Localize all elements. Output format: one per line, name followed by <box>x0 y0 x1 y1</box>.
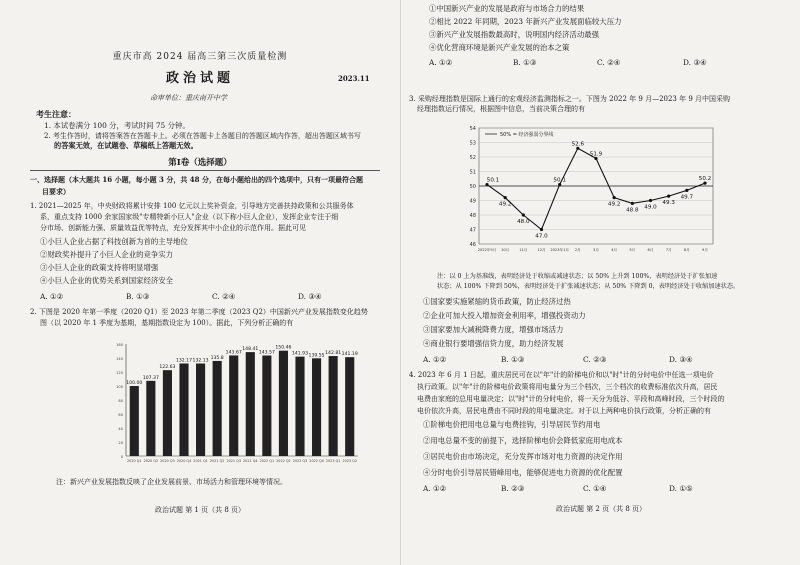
bar-value-label: 132.17 <box>175 358 193 364</box>
x-tick-label: 2023 Q1 <box>325 459 341 463</box>
q1-choice-c: C. ②④ <box>212 292 236 301</box>
q1-choice-a: A. ①② <box>40 292 64 301</box>
q4-choice-c: C. ①④ <box>583 484 607 493</box>
y-tick-label: 100 <box>116 385 123 389</box>
data-point <box>649 199 652 202</box>
data-label: 50.1 <box>486 177 500 184</box>
bar <box>345 357 354 456</box>
q3-option-4: ④商业银行要增强信贷力度，助力经济发展 <box>423 339 564 348</box>
section-heading: 一、选择题（本大题共 16 小题，每小题 3 分，共 48 分，在每小题给出的四个选项中，只有一项最符合题 <box>30 175 363 184</box>
q4-choice-a: A. ①② <box>423 484 447 493</box>
data-label: 49.7 <box>680 194 694 201</box>
x-tick-label: 6月 <box>647 248 654 252</box>
q1-choice-b: B. ①③ <box>126 292 150 301</box>
y-tick-label: 54 <box>469 126 476 132</box>
x-tick-label: 2022 Q1 <box>259 459 275 463</box>
x-tick-label: 9月 <box>702 248 708 252</box>
pmi-series-line <box>487 148 705 229</box>
q2-line-2: 图（以 2020 年 1 季度为基期，基期指数设定为 100）。据此，下列分析正确的有 <box>40 319 294 327</box>
q2-choice-b: B. ①③ <box>513 58 537 67</box>
q4-line-1: 4. 2023 年 6 月 1 日起，重庆居民可在以"年"计的阶梯电价和以"时"计的分时电价中任选一项电价 <box>409 371 714 379</box>
x-tick-label: 2020 Q2 <box>143 459 159 463</box>
bar-value-label: 142.81 <box>325 351 342 357</box>
q2-choice-a: A. ①② <box>429 58 453 67</box>
bar-value-label: 141.19 <box>341 352 358 358</box>
x-tick-label: 2020 Q3 <box>160 459 175 463</box>
x-tick-label: 10月 <box>501 248 510 252</box>
q2-option-2: ②相比 2022 年同期，2023 年新兴产业发展面临较大压力 <box>429 17 622 26</box>
x-tick-label: 2021 Q2 <box>209 459 225 463</box>
legend-label: 50% = 经济强弱分界线 <box>500 132 554 138</box>
x-tick-label: 2023 Q2 <box>342 459 357 463</box>
x-tick-label: 12月 <box>537 248 546 252</box>
page-footer-1: 政治试题 第 1 页（共 8 页） <box>154 506 246 514</box>
data-point <box>522 213 525 216</box>
q4-line-2: 执行政策。以"年"计的阶梯电价政策将用电量分为三个档次，三个档次的收费标准依次升高，居民 <box>417 383 718 391</box>
part-title: 第Ⅰ卷（选择题） <box>168 158 232 168</box>
data-point <box>667 195 670 198</box>
q1-option-2: ②财政奖补提升了小巨人企业的竞争实力 <box>40 250 174 259</box>
bar <box>196 364 205 456</box>
notes-title: 考生注意： <box>36 109 76 119</box>
x-tick-label: 3月 <box>593 248 599 252</box>
bar-value-label: 143.67 <box>225 350 242 356</box>
bar-value-label: 139.55 <box>308 353 325 359</box>
note-2: 2. 考生作答时，请将答案答在答题卡上。必须在答题卡上各题目的答题区域内作答，超出答题区域书写 <box>44 132 361 140</box>
y-tick-label: 20 <box>118 441 123 445</box>
bar <box>179 363 188 456</box>
q3-option-1: ①国家要实施紧缩的货币政策，防止经济过热 <box>423 297 571 306</box>
x-tick-label: 2020 Q4 <box>176 459 192 463</box>
x-tick-label: 2021 Q3 <box>226 459 241 463</box>
q1-option-3: ③小巨人企业的政策支持将明显增强 <box>40 263 159 272</box>
q1-line-3: 分市场、创新能力强、质量效益优等特点，充分发挥其中小企业的示范作用。据此可见 <box>40 224 306 232</box>
q3-choice-a: A. ①② <box>423 355 447 364</box>
bar <box>246 352 255 456</box>
x-tick-label: 2021 Q1 <box>193 459 208 463</box>
section-heading-2: 目要求） <box>42 187 70 196</box>
y-tick-label: 48 <box>469 213 476 219</box>
q4-option-4: ④分时电价引导居民错峰用电，能够促进电力资源的优化配置 <box>423 468 623 477</box>
y-tick-label: 60 <box>118 413 123 417</box>
y-tick-label: 47 <box>469 227 476 234</box>
q4-line-4: 电价依次升高，居民电费由不同时段的用电量决定。对于以上两种电价执行政策，分析正确的有 <box>417 407 711 415</box>
q3-line-1: 3. 采购经理指数是国际上通行的宏观经济监测指标之一。下图为 2022 年 9 月—2023 年 9 月中国采购 <box>409 95 731 103</box>
subject-title: 政治试题 <box>165 71 234 86</box>
y-tick-label: 50 <box>469 184 476 190</box>
q2-choice-c: C. ②④ <box>597 58 621 67</box>
y-tick-label: 140 <box>116 357 123 361</box>
x-tick-label: 11月 <box>519 248 528 252</box>
q4-line-3: 电费由家庭的总用电量决定；以"时"计的分时电价，将一天分为低谷、平段和高峰时段，三个时段的 <box>417 395 725 403</box>
y-tick-label: 49 <box>469 198 476 205</box>
bar-value-label: 135.8 <box>210 355 224 361</box>
y-tick-label: 80 <box>118 399 123 403</box>
q3-note-1: 注：以 0 上为基准线，表明经济处于收缩或减速状态；以 50% 上升到 100%，表明经济处于扩张加速 <box>437 273 718 280</box>
bar <box>329 356 338 456</box>
q4-choice-b: B. ②③ <box>501 484 525 493</box>
bar-value-label: 148.41 <box>242 347 259 353</box>
data-label: 49.3 <box>662 200 675 207</box>
bar-value-label: 132.13 <box>192 358 209 364</box>
bar <box>163 370 172 456</box>
data-label: 47.0 <box>535 233 548 240</box>
pmi-line-chart <box>461 118 721 260</box>
data-point <box>631 202 634 205</box>
exam-date: 2023.11 <box>338 74 370 83</box>
data-point <box>685 189 688 192</box>
x-tick-label: 7月 <box>665 248 672 252</box>
data-label: 50.2 <box>698 176 712 183</box>
x-tick-label: 4月 <box>611 248 618 252</box>
bar <box>279 351 288 456</box>
bar <box>146 381 155 456</box>
data-label: 49.2 <box>607 201 621 208</box>
bar <box>213 361 222 456</box>
q3-option-3: ③国家要加大减税降费力度，增强市场活力 <box>423 325 564 334</box>
bar <box>262 356 271 456</box>
bar-value-label: 122.63 <box>159 365 176 371</box>
y-tick-label: 0 <box>120 455 123 459</box>
q2-line-1: 2. 下图是 2020 年第一季度（2020 Q1）至 2023 年第二季度（2023 Q2）中国新兴产业发展指数变化趋势 <box>30 308 368 316</box>
x-tick-label: 8月 <box>683 248 690 252</box>
page-footer-2: 政治试题 第 2 页（共 8 页） <box>555 505 647 513</box>
note-1: 1. 本试卷满分 100 分，考试时间 75 分钟。 <box>44 121 190 130</box>
q1-option-4: ④小巨人企业的优势关系到国家经济安全 <box>40 276 174 285</box>
note-2b: 的答案无效，在试题卷、草稿纸上答题无效。 <box>54 141 198 150</box>
q3-note-2: 状态；从 100% 下降到 50%，表明经济处于扩张减速状态；从 50% 下降到 0，表明经济处于收缩加速状态。 <box>437 283 740 290</box>
q2-choice-d: D. ③④ <box>683 58 707 67</box>
q2-option-3: ③新兴产业发展指数最高时，说明国内经济活动最强 <box>429 30 599 39</box>
bar-value-label: 107.37 <box>142 375 159 381</box>
data-label: 51.9 <box>589 151 603 158</box>
data-label: 48.0 <box>517 219 530 225</box>
q2-option-1: ①中国新兴产业的发展是政府与市场合力的结果 <box>429 4 585 13</box>
q2-option-4: ④优化营商环境是新兴产业发展的治本之策 <box>429 43 570 52</box>
bar-value-label: 143.57 <box>258 350 275 356</box>
q1-option-1: ①小巨人企业占据了科技创新为首的主导地位 <box>40 237 188 246</box>
bar-value-label: 150.46 <box>275 345 292 351</box>
emerging-industry-index-chart <box>96 334 366 472</box>
data-point <box>613 196 616 199</box>
q4-option-3: ③居民电价由市场决定，充分发挥市场对电力资源的决定作用 <box>423 452 623 461</box>
y-tick-label: 51 <box>469 169 476 176</box>
x-tick-label: 2020 Q1 <box>127 459 142 463</box>
school-title: 重庆市高 2024 届高三第三次质量检测 <box>112 52 288 62</box>
y-tick-label: 120 <box>116 371 123 375</box>
y-tick-label: 46 <box>469 242 476 248</box>
q1-line-1: 1. 2021—2025 年，中央财政将累计安排 100 亿元以上奖补资金，引导地方完善扶持政策和公共服务体 <box>30 202 354 210</box>
x-tick-label: 5月 <box>629 248 636 252</box>
setter-line: 命审单位：重庆南开中学 <box>150 94 227 102</box>
q4-option-1: ①阶梯电价把用电总量与电费挂钩，引导居民节约用电 <box>423 420 601 429</box>
q3-choice-d: D. ③④ <box>669 355 693 364</box>
q4-option-2: ②用电总量不变的前提下，选择阶梯电价会降低家庭用电成本 <box>423 436 623 445</box>
q3-option-2: ②企业可加大投入增加资金利用率，增强投资动力 <box>423 311 586 320</box>
q3-line-2: 经理指数运行情况，根据图中信息，当前决策合理的有 <box>417 105 585 113</box>
x-tick-label: 2022 Q3 <box>292 459 308 463</box>
bar <box>312 358 321 456</box>
bar <box>130 386 139 456</box>
q2-footnote: 注：新兴产业发展指数反映了企业发展前景、市场活力和管理环境等情况。 <box>56 478 287 486</box>
q3-choice-c: C. ②③ <box>583 355 607 364</box>
divider <box>30 170 380 171</box>
data-label: 49.2 <box>498 201 512 208</box>
bar <box>295 357 304 456</box>
q3-choice-b: B. ①③ <box>501 355 525 364</box>
y-tick-label: 52 <box>469 155 476 161</box>
data-point <box>504 196 507 199</box>
bar-value-label: 141.93 <box>291 351 309 357</box>
x-tick-label: 2022 Q4 <box>309 459 324 463</box>
data-label: 48.8 <box>626 207 639 214</box>
bar-value-label: 100.00 <box>126 381 143 386</box>
q4-choice-d: D. ①⑤ <box>669 484 693 493</box>
bar <box>229 355 238 456</box>
data-label: 50.1 <box>553 177 566 184</box>
y-tick-label: 53 <box>469 140 476 147</box>
y-tick-label: 40 <box>118 427 123 431</box>
x-tick-label: 2022年9月 <box>477 248 497 252</box>
x-tick-label: 2023年1月 <box>550 248 569 252</box>
data-label: 49.0 <box>644 204 657 211</box>
q1-choice-d: D. ③④ <box>298 292 322 301</box>
x-tick-label: 2021 Q4 <box>243 459 258 463</box>
data-label: 52.6 <box>571 141 585 148</box>
q1-line-2: 系，重点支持 1000 余家国家级"专精特新小巨人"企业（以下称小巨人企业），发挥企业专注于细 <box>40 213 339 221</box>
data-point <box>540 228 543 231</box>
exam-page-2 <box>400 0 800 565</box>
x-tick-label: 2022 Q2 <box>276 459 291 463</box>
x-tick-label: 2月 <box>574 248 581 252</box>
y-tick-label: 160 <box>116 343 123 347</box>
